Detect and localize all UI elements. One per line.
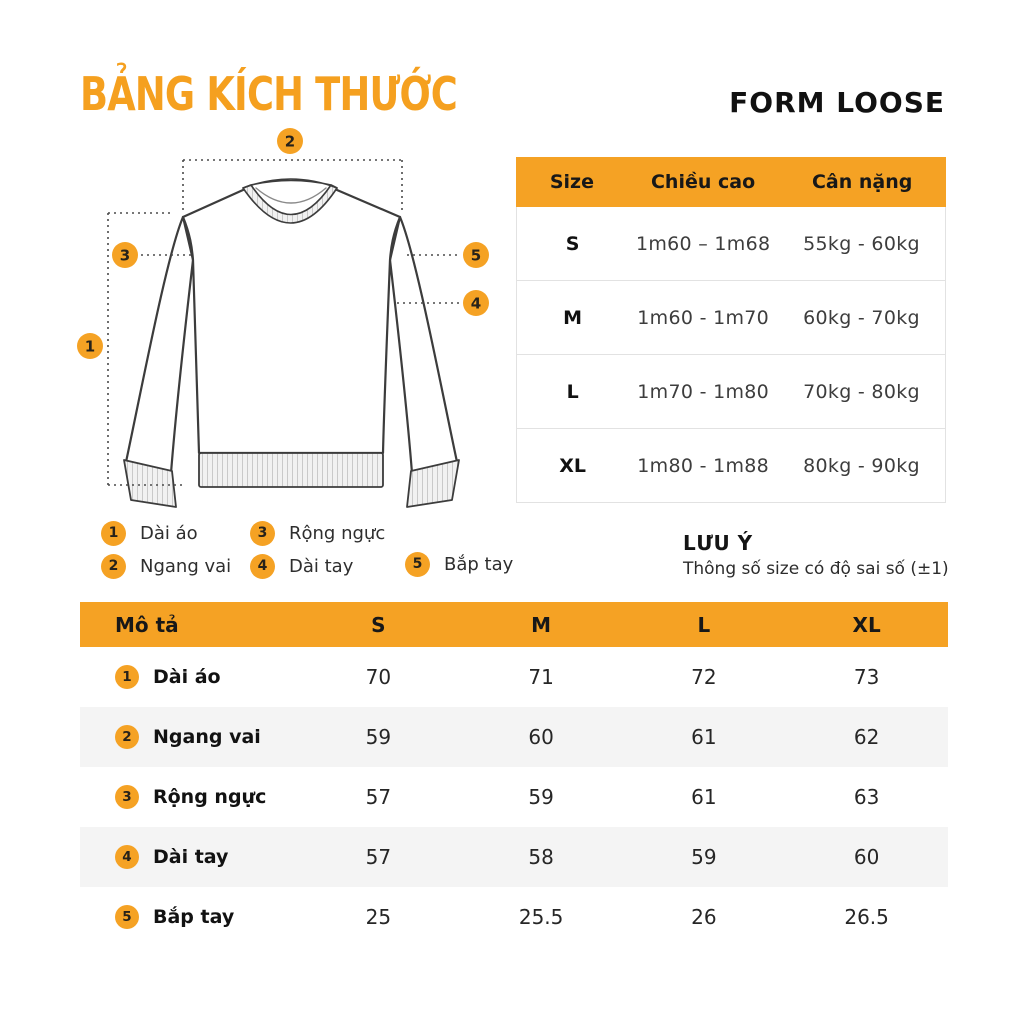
- hem-rib: [199, 453, 383, 487]
- note-text: Thông số size có độ sai số (±1): [683, 559, 949, 579]
- callout-3-number: 3: [119, 246, 131, 265]
- row-2-badge: 2: [115, 725, 139, 749]
- height-cell: 1m60 - 1m70: [637, 306, 770, 329]
- weight-cell: 70kg - 80kg: [803, 380, 920, 403]
- legend-label: Dài tay: [289, 555, 354, 577]
- value-cell: 70: [365, 665, 392, 689]
- row-label: Ngang vai: [153, 726, 261, 748]
- measurement-table-header: [80, 602, 948, 647]
- legend-label: Ngang vai: [140, 555, 232, 577]
- value-cell: 61: [691, 785, 717, 809]
- row-label: Dài tay: [153, 846, 229, 868]
- sweater-outline: [124, 179, 459, 507]
- table-row: [517, 280, 945, 354]
- callout-2-badge: [277, 128, 303, 154]
- legend-item-dai-ao: [101, 520, 198, 546]
- row-5-badge: 5: [115, 905, 139, 929]
- callout-4-number: 4: [470, 294, 482, 313]
- value-cell: 60: [528, 725, 554, 749]
- row-3-badge: 3: [115, 785, 139, 809]
- callout-1-number: 1: [84, 337, 96, 356]
- size-table-header-height: Chiều cao: [650, 171, 756, 193]
- legend-item-bap-tay: [405, 551, 513, 577]
- table-row: [80, 827, 948, 887]
- value-cell: 25.5: [518, 905, 564, 929]
- value-cell: 59: [691, 845, 717, 869]
- value-cell: 60: [853, 845, 880, 869]
- legend-label: Rộng ngực: [289, 522, 386, 544]
- legend-label: Dài áo: [140, 522, 198, 544]
- callout-5-badge: [463, 242, 489, 268]
- size-table-header: [516, 157, 946, 207]
- row-label: Dài áo: [153, 666, 221, 688]
- value-cell: 59: [365, 725, 392, 749]
- sweater-illustration: [75, 120, 505, 520]
- height-cell: 1m60 – 1m68: [635, 232, 771, 255]
- legend-item-dai-tay: [250, 553, 353, 579]
- header-mo-ta: Mô tả: [115, 612, 179, 637]
- row-label: Rộng ngực: [153, 786, 267, 808]
- legend-item-ngang-vai: [101, 553, 231, 579]
- legend-1-badge: 1: [101, 521, 126, 546]
- value-cell: 73: [853, 665, 880, 689]
- legend-label: Bắp tay: [444, 553, 514, 575]
- legend-5-badge: 5: [405, 552, 430, 577]
- header-size-xl: XL: [852, 612, 881, 637]
- size-height-weight-table: [516, 157, 946, 503]
- sweater-diagram: [75, 120, 505, 520]
- legend-2-badge: 2: [101, 554, 126, 579]
- size-cell: M: [563, 306, 583, 329]
- value-cell: 61: [691, 725, 717, 749]
- row-1-badge: 1: [115, 665, 139, 689]
- value-cell: 25: [365, 905, 392, 929]
- table-row: [517, 354, 945, 428]
- table-row: [517, 207, 945, 280]
- header-size-m: M: [531, 612, 552, 637]
- size-cell: L: [566, 380, 579, 403]
- value-cell: 57: [365, 785, 392, 809]
- legend-3-badge: 3: [250, 521, 275, 546]
- row-label: Bắp tay: [153, 906, 235, 928]
- form-label: FORM LOOSE: [729, 86, 945, 119]
- size-cell: S: [565, 232, 580, 255]
- callout-3-badge: [112, 242, 138, 268]
- value-cell: 57: [365, 845, 392, 869]
- table-row: [80, 707, 948, 767]
- size-cell: XL: [559, 454, 587, 477]
- value-cell: 59: [528, 785, 554, 809]
- value-cell: 62: [853, 725, 880, 749]
- height-cell: 1m70 - 1m80: [637, 380, 770, 403]
- size-table-header-weight: Cân nặng: [811, 171, 913, 193]
- value-cell: 71: [528, 665, 554, 689]
- value-cell: 26: [691, 905, 717, 929]
- table-row: [517, 428, 945, 502]
- weight-cell: 60kg - 70kg: [803, 306, 920, 329]
- measurement-table: [80, 602, 948, 947]
- page-title: BẢNG KÍCH THƯỚC: [80, 67, 457, 121]
- value-cell: 63: [853, 785, 880, 809]
- table-row: [80, 887, 948, 947]
- value-cell: 72: [691, 665, 717, 689]
- table-row: [80, 767, 948, 827]
- callout-1-badge: [77, 333, 103, 359]
- weight-cell: 80kg - 90kg: [803, 454, 920, 477]
- weight-cell: 55kg - 60kg: [803, 232, 920, 255]
- callout-2-number: 2: [284, 132, 296, 151]
- legend-4-badge: 4: [250, 554, 275, 579]
- size-table-header-size: Size: [549, 171, 594, 193]
- callout-5-number: 5: [470, 246, 482, 265]
- note-block: [683, 531, 949, 579]
- note-title: LƯU Ý: [683, 531, 753, 555]
- legend-item-rong-nguc: [250, 520, 385, 546]
- size-table-body: [516, 207, 946, 503]
- table-row: [80, 647, 948, 707]
- value-cell: 26.5: [844, 905, 889, 929]
- value-cell: 58: [528, 845, 554, 869]
- header-size-l: L: [697, 612, 711, 637]
- header-size-s: S: [371, 612, 386, 637]
- row-4-badge: 4: [115, 845, 139, 869]
- height-cell: 1m80 - 1m88: [637, 454, 770, 477]
- callout-4-badge: [463, 290, 489, 316]
